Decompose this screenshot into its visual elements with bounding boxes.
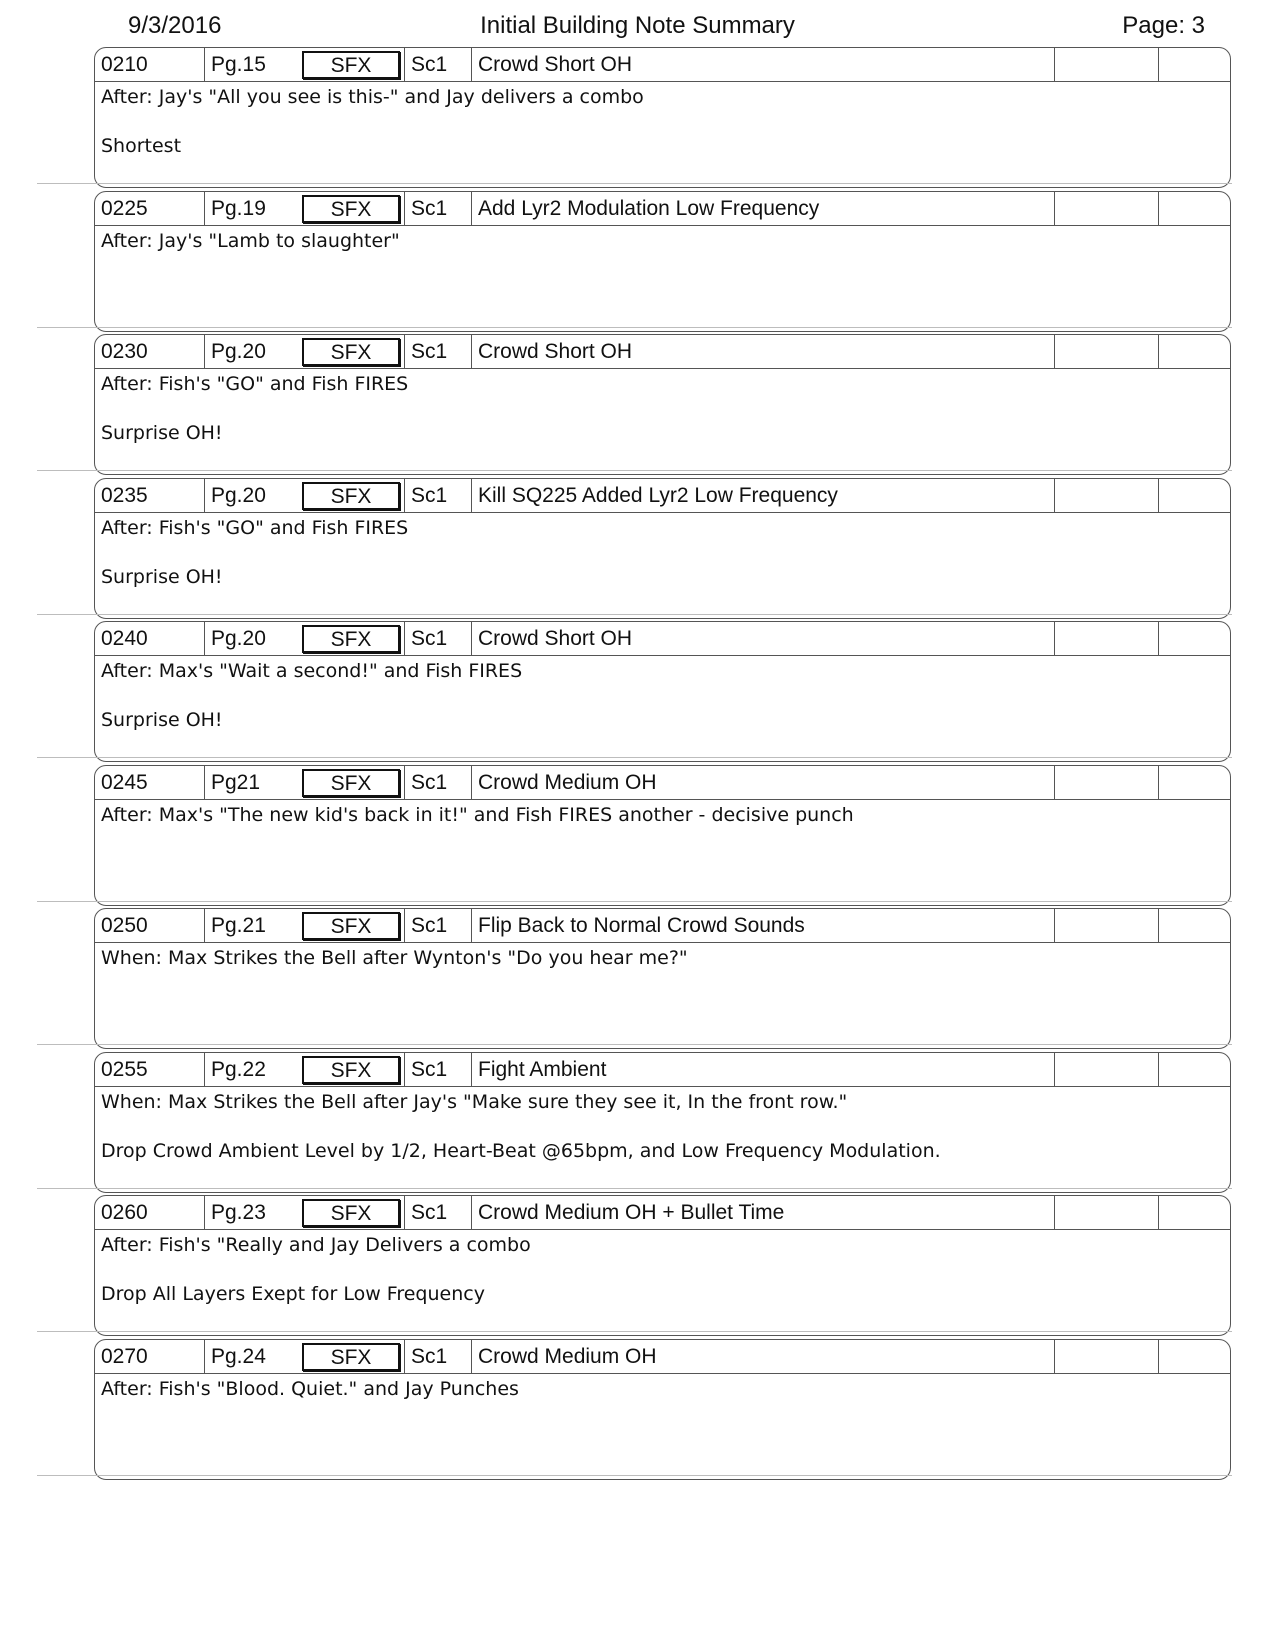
cue-separator	[37, 614, 1232, 615]
cue-note-line: Surprise OH!	[101, 566, 223, 588]
cue-notes	[101, 656, 1221, 754]
cue-empty-field	[1054, 766, 1158, 799]
cue-empty-field	[1054, 48, 1158, 81]
cue-note-line: Drop Crowd Ambient Level by 1/2, Heart-Beat @65bpm, and Low Frequency Modulation.	[101, 1140, 941, 1162]
cue-notes	[101, 1087, 1221, 1185]
cue-note-line: After: Max's "Wait a second!" and Fish FIRES	[101, 660, 523, 682]
cue-description: Add Lyr2 Modulation Low Frequency	[471, 192, 1054, 225]
cue-empty-field	[1054, 1053, 1158, 1086]
cue-empty-field	[1158, 909, 1231, 942]
cue-header-row	[95, 766, 1230, 800]
cue-page: Pg.20	[204, 622, 299, 655]
cue-type-badge: SFX	[302, 1343, 400, 1371]
cue-note-line: Shortest	[101, 135, 182, 157]
cue-separator	[37, 183, 1232, 184]
cue-note-line: Surprise OH!	[101, 709, 223, 731]
cue-scene: Sc1	[404, 479, 471, 512]
cue-page: Pg.23	[204, 1196, 299, 1229]
cue-block	[94, 1195, 1231, 1336]
cue-type-badge: SFX	[302, 51, 400, 79]
cue-number: 0210	[101, 53, 148, 76]
cue-note-line: Surprise OH!	[101, 422, 223, 444]
cue-empty-field	[1158, 1196, 1231, 1229]
cue-number: 0235	[101, 484, 148, 507]
cue-page: Pg.19	[204, 192, 299, 225]
cue-scene: Sc1	[404, 1053, 471, 1086]
cue-note-line: After: Fish's "GO" and Fish FIRES	[101, 517, 409, 539]
cue-separator	[37, 757, 1232, 758]
cue-note-line: After: Jay's "Lamb to slaughter"	[101, 230, 400, 252]
header-date: 9/3/2016	[128, 12, 222, 39]
cue-note-line: After: Fish's "Blood. Quiet." and Jay Punches	[101, 1378, 519, 1400]
cue-header-row	[95, 479, 1230, 513]
cue-empty-field	[1158, 48, 1231, 81]
cue-empty-field	[1054, 479, 1158, 512]
cue-separator	[37, 470, 1232, 471]
cue-block	[94, 478, 1231, 619]
cue-note-line: After: Max's "The new kid's back in it!" and Fish FIRES another - decisive punch	[101, 804, 854, 826]
cue-type-badge: SFX	[302, 195, 400, 223]
cue-note-line: After: Jay's "All you see is this-" and Jay delivers a combo	[101, 86, 644, 108]
cue-header-row	[95, 909, 1230, 943]
cue-note-line	[101, 275, 1221, 324]
cue-description: Crowd Short OH	[471, 48, 1054, 81]
cue-notes	[101, 369, 1221, 467]
cue-page: Pg.22	[204, 1053, 299, 1086]
cue-description: Kill SQ225 Added Lyr2 Low Frequency	[471, 479, 1054, 512]
cue-notes	[101, 943, 1221, 1041]
cue-separator	[37, 1044, 1232, 1045]
cue-number: 0250	[101, 914, 148, 937]
cue-type-badge: SFX	[302, 625, 400, 653]
cue-notes	[101, 82, 1221, 180]
cue-scene: Sc1	[404, 909, 471, 942]
cue-header-row	[95, 192, 1230, 226]
cue-number: 0270	[101, 1345, 148, 1368]
cue-scene: Sc1	[404, 1340, 471, 1373]
cue-notes	[101, 1230, 1221, 1328]
cue-empty-field	[1054, 622, 1158, 655]
cue-scene: Sc1	[404, 335, 471, 368]
cue-block	[94, 1052, 1231, 1193]
cue-description: Crowd Short OH	[471, 335, 1054, 368]
cue-number: 0225	[101, 197, 148, 220]
cue-scene: Sc1	[404, 1196, 471, 1229]
cue-description: Crowd Medium OH + Bullet Time	[471, 1196, 1054, 1229]
cue-note-line	[101, 992, 1221, 1041]
cue-header-row	[95, 48, 1230, 82]
cue-note-line: Drop All Layers Exept for Low Frequency	[101, 1283, 485, 1305]
cue-number: 0260	[101, 1201, 148, 1224]
cue-notes	[101, 800, 1221, 898]
cue-header-row	[95, 1340, 1230, 1374]
cue-note-line: When: Max Strikes the Bell after Wynton's "Do you hear me?"	[101, 947, 688, 969]
cue-note-line	[101, 1423, 1221, 1472]
cue-empty-field	[1054, 909, 1158, 942]
cue-separator	[37, 901, 1232, 902]
cue-separator	[37, 1475, 1232, 1476]
cue-page: Pg.15	[204, 48, 299, 81]
cue-block	[94, 621, 1231, 762]
cue-description: Fight Ambient	[471, 1053, 1054, 1086]
cue-description: Crowd Medium OH	[471, 1340, 1054, 1373]
cue-block	[94, 1339, 1231, 1480]
cue-type-badge: SFX	[302, 482, 400, 510]
cue-empty-field	[1158, 335, 1231, 368]
cue-number: 0245	[101, 771, 148, 794]
cue-separator	[37, 327, 1232, 328]
cue-page: Pg.20	[204, 335, 299, 368]
cue-type-badge: SFX	[302, 912, 400, 940]
cue-block	[94, 191, 1231, 332]
cue-notes	[101, 513, 1221, 611]
cue-separator	[37, 1188, 1232, 1189]
cue-type-badge: SFX	[302, 338, 400, 366]
cue-header-row	[95, 1196, 1230, 1230]
cue-type-badge: SFX	[302, 769, 400, 797]
cue-scene: Sc1	[404, 766, 471, 799]
cue-number: 0240	[101, 627, 148, 650]
cue-note-line: After: Fish's "GO" and Fish FIRES	[101, 373, 409, 395]
cue-block	[94, 908, 1231, 1049]
cue-note-line: After: Fish's "Really and Jay Delivers a combo	[101, 1234, 531, 1256]
cue-scene: Sc1	[404, 192, 471, 225]
cue-empty-field	[1158, 479, 1231, 512]
cue-type-badge: SFX	[302, 1199, 400, 1227]
cue-header-row	[95, 1053, 1230, 1087]
cue-block	[94, 47, 1231, 188]
cue-description: Crowd Medium OH	[471, 766, 1054, 799]
cue-page: Pg.20	[204, 479, 299, 512]
cue-empty-field	[1158, 766, 1231, 799]
cue-empty-field	[1054, 192, 1158, 225]
cue-block	[94, 334, 1231, 475]
cue-description: Flip Back to Normal Crowd Sounds	[471, 909, 1054, 942]
cue-empty-field	[1054, 335, 1158, 368]
cue-header-row	[95, 335, 1230, 369]
cue-notes	[101, 226, 1221, 324]
cue-empty-field	[1158, 1053, 1231, 1086]
cue-type-badge: SFX	[302, 1056, 400, 1084]
cue-note-line: When: Max Strikes the Bell after Jay's "Make sure they see it, In the front row."	[101, 1091, 848, 1113]
cue-empty-field	[1054, 1196, 1158, 1229]
cue-number: 0230	[101, 340, 148, 363]
cue-empty-field	[1158, 622, 1231, 655]
cue-page: Pg21	[204, 766, 299, 799]
cue-page: Pg.21	[204, 909, 299, 942]
cue-description: Crowd Short OH	[471, 622, 1054, 655]
cue-note-line	[101, 849, 1221, 898]
cue-scene: Sc1	[404, 622, 471, 655]
cue-block	[94, 765, 1231, 906]
page-title: Initial Building Note Summary	[480, 12, 795, 39]
cue-empty-field	[1054, 1340, 1158, 1373]
cue-empty-field	[1158, 1340, 1231, 1373]
cue-separator	[37, 1331, 1232, 1332]
cue-empty-field	[1158, 192, 1231, 225]
cue-page: Pg.24	[204, 1340, 299, 1373]
cue-scene: Sc1	[404, 48, 471, 81]
cue-notes	[101, 1374, 1221, 1472]
cue-header-row	[95, 622, 1230, 656]
cue-number: 0255	[101, 1058, 148, 1081]
page-number: Page: 3	[1122, 12, 1205, 39]
